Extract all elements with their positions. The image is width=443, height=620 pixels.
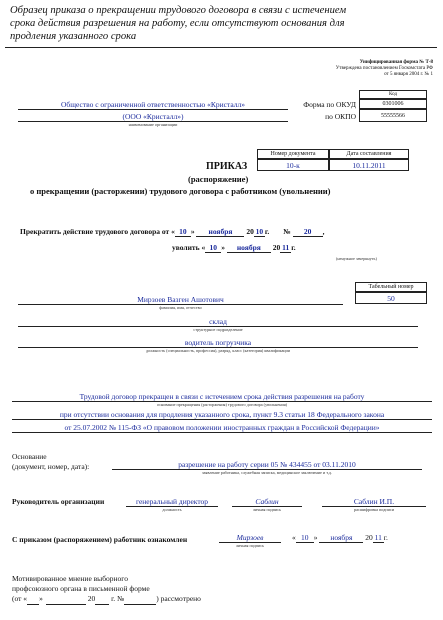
employee-dept-caption: структурное подразделение xyxy=(193,327,243,332)
head-decode-caption: расшифровка подписи xyxy=(354,507,394,512)
title-line-1: Образец приказа о прекращении трудового договора в связи с истечением xyxy=(10,5,347,16)
acquainted-year-suffix: г. xyxy=(383,533,388,542)
dismiss-year-prefix: 20 xyxy=(272,243,281,252)
terminate-label: Прекратить действие трудового договора от « xyxy=(20,227,175,236)
employee-position-caption: должность (специальность, профессия), разряд, класс (категория) квалификации xyxy=(145,348,291,353)
grounds-line-1: Трудовой договор прекращен в связи с истечением срока действия разрешения на работу xyxy=(12,392,432,402)
title-line-3: продления указанного срока xyxy=(10,31,137,42)
union-line-2: профсоюзного органа в письменной форме xyxy=(12,584,150,593)
form-header xyxy=(336,60,433,78)
union-day-blank xyxy=(27,594,39,605)
basis-caption: заявление работника, служебная записка, медицинское заключение и т.д. xyxy=(202,470,332,475)
union-text xyxy=(12,574,201,605)
employee-name-caption: фамилия, имя, отчество xyxy=(159,305,202,310)
form-header-line-2: Утверждена постановлением Госкомстата РФ xyxy=(335,66,433,71)
codes-head: Код xyxy=(389,92,397,97)
doc-date-head-cell xyxy=(329,149,409,159)
head-signature-decode: Саблин И.П. xyxy=(322,497,426,507)
dismiss-day: 10 xyxy=(205,243,221,253)
terminate-quote-close: » xyxy=(190,227,195,236)
employee-dept: склад xyxy=(18,317,418,327)
doc-number-cell xyxy=(257,159,329,171)
union-from: (от « xyxy=(12,594,28,603)
acquainted-year: 11 xyxy=(374,533,382,542)
acquainted-signature-caption: личная подпись xyxy=(235,543,265,548)
basis-label xyxy=(12,452,89,472)
doc-number-head-cell xyxy=(257,149,329,159)
terminate-comma: , xyxy=(322,227,325,236)
union-end: ) рассмотрено xyxy=(156,594,201,603)
doc-date-cell xyxy=(329,159,409,171)
acquainted-day: 10 xyxy=(296,533,314,543)
org-name: Общество с ограниченной ответственностью «Кристалл» xyxy=(18,100,288,110)
doc-date-head: Дата составления xyxy=(346,151,392,157)
dismiss-line xyxy=(172,243,296,253)
order-subtitle: (распоряжение) xyxy=(188,174,249,184)
head-position: генеральный директор xyxy=(126,497,218,507)
okpo-value-cell xyxy=(359,109,427,122)
acquainted-signature: Мирзоев xyxy=(219,533,281,543)
tab-number-cell xyxy=(355,292,427,304)
doc-date: 10.11.2011 xyxy=(352,160,386,170)
terminate-year-prefix: 20 xyxy=(246,227,254,236)
terminate-line xyxy=(20,227,324,237)
union-year-prefix: 20 xyxy=(87,594,96,603)
org-short-name: (ООО «Кристалл») xyxy=(18,112,288,122)
grounds-line-3: от 25.07.2002 № 115-ФЗ «О правовом положении иностранных граждан в Российской Федерации» xyxy=(12,423,432,433)
basis-label-2: (документ, номер, дата): xyxy=(12,462,90,471)
dismiss-quote-close: » xyxy=(221,243,225,252)
acquainted-label: С приказом (распоряжением) работник ознакомлен xyxy=(12,535,188,544)
dismiss-month: ноября xyxy=(227,243,271,253)
okpo-value: 55555566 xyxy=(381,112,405,119)
order-subject: о прекращении (расторжении) трудового договора с работником (увольнении) xyxy=(30,186,331,196)
dismiss-year-suffix: г. xyxy=(291,243,296,252)
acquainted-date xyxy=(292,533,388,543)
acquainted-year-prefix: 20 xyxy=(365,533,373,542)
union-line-3 xyxy=(12,594,201,605)
basis-value: разрешение на работу серии 05 № 434455 от 03.11.2010 xyxy=(112,460,422,470)
employee-name: Мирзоев Вазген Ашотович xyxy=(18,295,343,305)
okud-value-cell xyxy=(359,99,427,109)
head-position-caption: должность xyxy=(162,507,182,512)
tab-number-head-cell xyxy=(355,282,427,292)
dismiss-note: (ненужное зачеркнуть) xyxy=(336,256,377,261)
order-title: ПРИКАЗ xyxy=(206,161,248,172)
okud-label: Форма по ОКУД xyxy=(303,100,356,109)
dismiss-label: уволить « xyxy=(172,243,206,252)
terminate-day: 10 xyxy=(175,227,191,237)
dismiss-year: 11 xyxy=(282,243,290,252)
org-caption: наименование организации xyxy=(128,122,178,127)
union-quote-close: » xyxy=(39,594,43,603)
head-label: Руководитель организации xyxy=(12,497,105,506)
doc-number-head: Номер документа xyxy=(270,151,316,157)
terminate-month: ноября xyxy=(196,227,244,237)
employee-position: водитель погрузчика xyxy=(18,338,418,348)
title-underline xyxy=(5,47,437,48)
basis-label-1: Основание xyxy=(12,452,47,461)
union-number-blank xyxy=(124,594,156,605)
form-header-line-1: Унифицированная форма № Т-8 xyxy=(359,60,433,65)
tab-number-label: Табельный номер xyxy=(368,284,414,290)
acquainted-month: ноября xyxy=(319,533,363,543)
acquainted-quote-open: « xyxy=(292,533,296,542)
okpo-label: по ОКПО xyxy=(325,112,356,121)
okud-value: 0301006 xyxy=(382,101,404,107)
grounds-caption: основание прекращения (расторжения) трудового договора (увольнения) xyxy=(156,402,288,407)
terminate-year-suffix: г. xyxy=(264,227,270,236)
title-line-2: срока действия разрешения на работу, если отсутствуют основания для xyxy=(10,18,345,29)
union-g-no: г. № xyxy=(111,594,125,603)
form-header-line-3: от 5 января 2004 г. № 1 xyxy=(384,72,433,77)
terminate-number: 20 xyxy=(293,227,323,237)
union-month-blank xyxy=(46,594,86,605)
document-title xyxy=(10,4,346,43)
tab-number-value: 50 xyxy=(387,293,395,303)
terminate-num-sign: № xyxy=(283,227,291,236)
acquainted-quote-close: » xyxy=(313,533,318,542)
codes-head-cell xyxy=(359,90,427,99)
union-line-1: Мотивированное мнение выборного xyxy=(12,574,128,583)
doc-number: 10-к xyxy=(286,160,300,170)
head-signature: Саблин xyxy=(232,497,302,507)
terminate-year: 10 xyxy=(255,227,264,236)
union-year-blank xyxy=(95,594,109,605)
grounds-line-2: при отсутствии основания для продления указанного срока, пункт 9.3 статьи 18 Федерального закона xyxy=(12,410,432,420)
head-signature-caption: личная подпись xyxy=(252,507,282,512)
